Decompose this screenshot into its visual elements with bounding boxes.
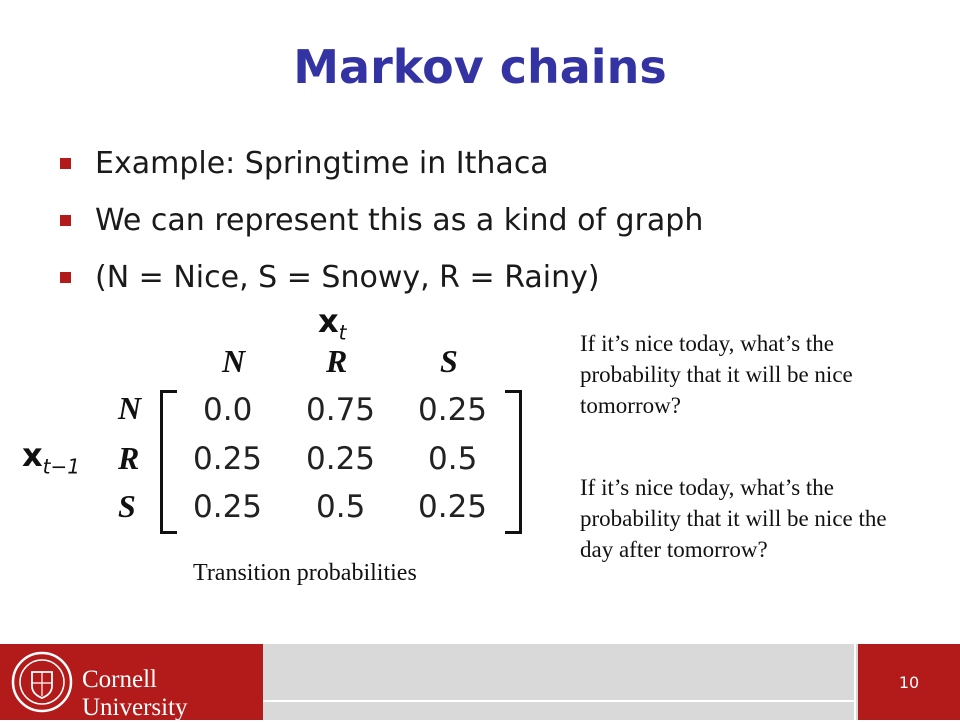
row-label-s: S bbox=[118, 488, 136, 524]
column-label-r: R bbox=[326, 343, 348, 379]
matrix-cell: 0.25 bbox=[418, 489, 488, 525]
matrix-caption: Transition probabilities bbox=[193, 560, 417, 586]
cornell-seal-icon bbox=[10, 650, 74, 714]
matrix-left-bracket bbox=[160, 390, 177, 534]
matrix-cell: 0.0 bbox=[203, 392, 253, 428]
column-variable-subscript: t bbox=[338, 320, 347, 345]
row-variable-base: x bbox=[22, 436, 43, 474]
question-tomorrow: If it’s nice today, what’s the probability that it will be nice tomorrow? bbox=[580, 331, 853, 418]
row-variable bbox=[22, 436, 80, 478]
row-label-n: N bbox=[118, 390, 142, 426]
question-day-after: If it’s nice today, what’s the probability that it will be nice the day after tomorrow? bbox=[580, 475, 887, 562]
matrix-cell: 0.75 bbox=[306, 392, 376, 428]
bullet-text: Example: Springtime in Ithaca bbox=[95, 146, 549, 181]
square-bullet-icon bbox=[60, 272, 71, 283]
footer-divider bbox=[854, 644, 856, 720]
footer-stripe bbox=[263, 700, 854, 702]
cornell-logo bbox=[0, 644, 263, 720]
column-variable-base: x bbox=[318, 302, 339, 340]
square-bullet-icon bbox=[60, 158, 71, 169]
matrix-cell: 0.25 bbox=[418, 392, 488, 428]
brand-name: Cornell University bbox=[82, 666, 188, 721]
bullet-text: (N = Nice, S = Snowy, R = Rainy) bbox=[95, 260, 600, 295]
column-variable bbox=[318, 302, 346, 344]
matrix-cell: 0.25 bbox=[306, 441, 376, 477]
row-variable-subscript: t−1 bbox=[42, 454, 80, 479]
bullet-item bbox=[60, 135, 703, 192]
bullet-item bbox=[60, 249, 703, 306]
matrix-cell: 0.25 bbox=[193, 441, 263, 477]
page-number: 10 bbox=[858, 644, 960, 720]
slide-title: Markov chains bbox=[293, 40, 667, 94]
column-label-s: S bbox=[440, 343, 458, 379]
column-label-n: N bbox=[222, 343, 246, 379]
square-bullet-icon bbox=[60, 215, 71, 226]
bullet-item bbox=[60, 192, 703, 249]
bullet-text: We can represent this as a kind of graph bbox=[95, 203, 704, 238]
matrix-cell: 0.5 bbox=[428, 441, 478, 477]
bullet-list bbox=[60, 135, 703, 306]
matrix-cell: 0.5 bbox=[316, 489, 366, 525]
row-label-r: R bbox=[118, 440, 140, 476]
matrix-right-bracket bbox=[505, 390, 522, 534]
matrix-cell: 0.25 bbox=[193, 489, 263, 525]
